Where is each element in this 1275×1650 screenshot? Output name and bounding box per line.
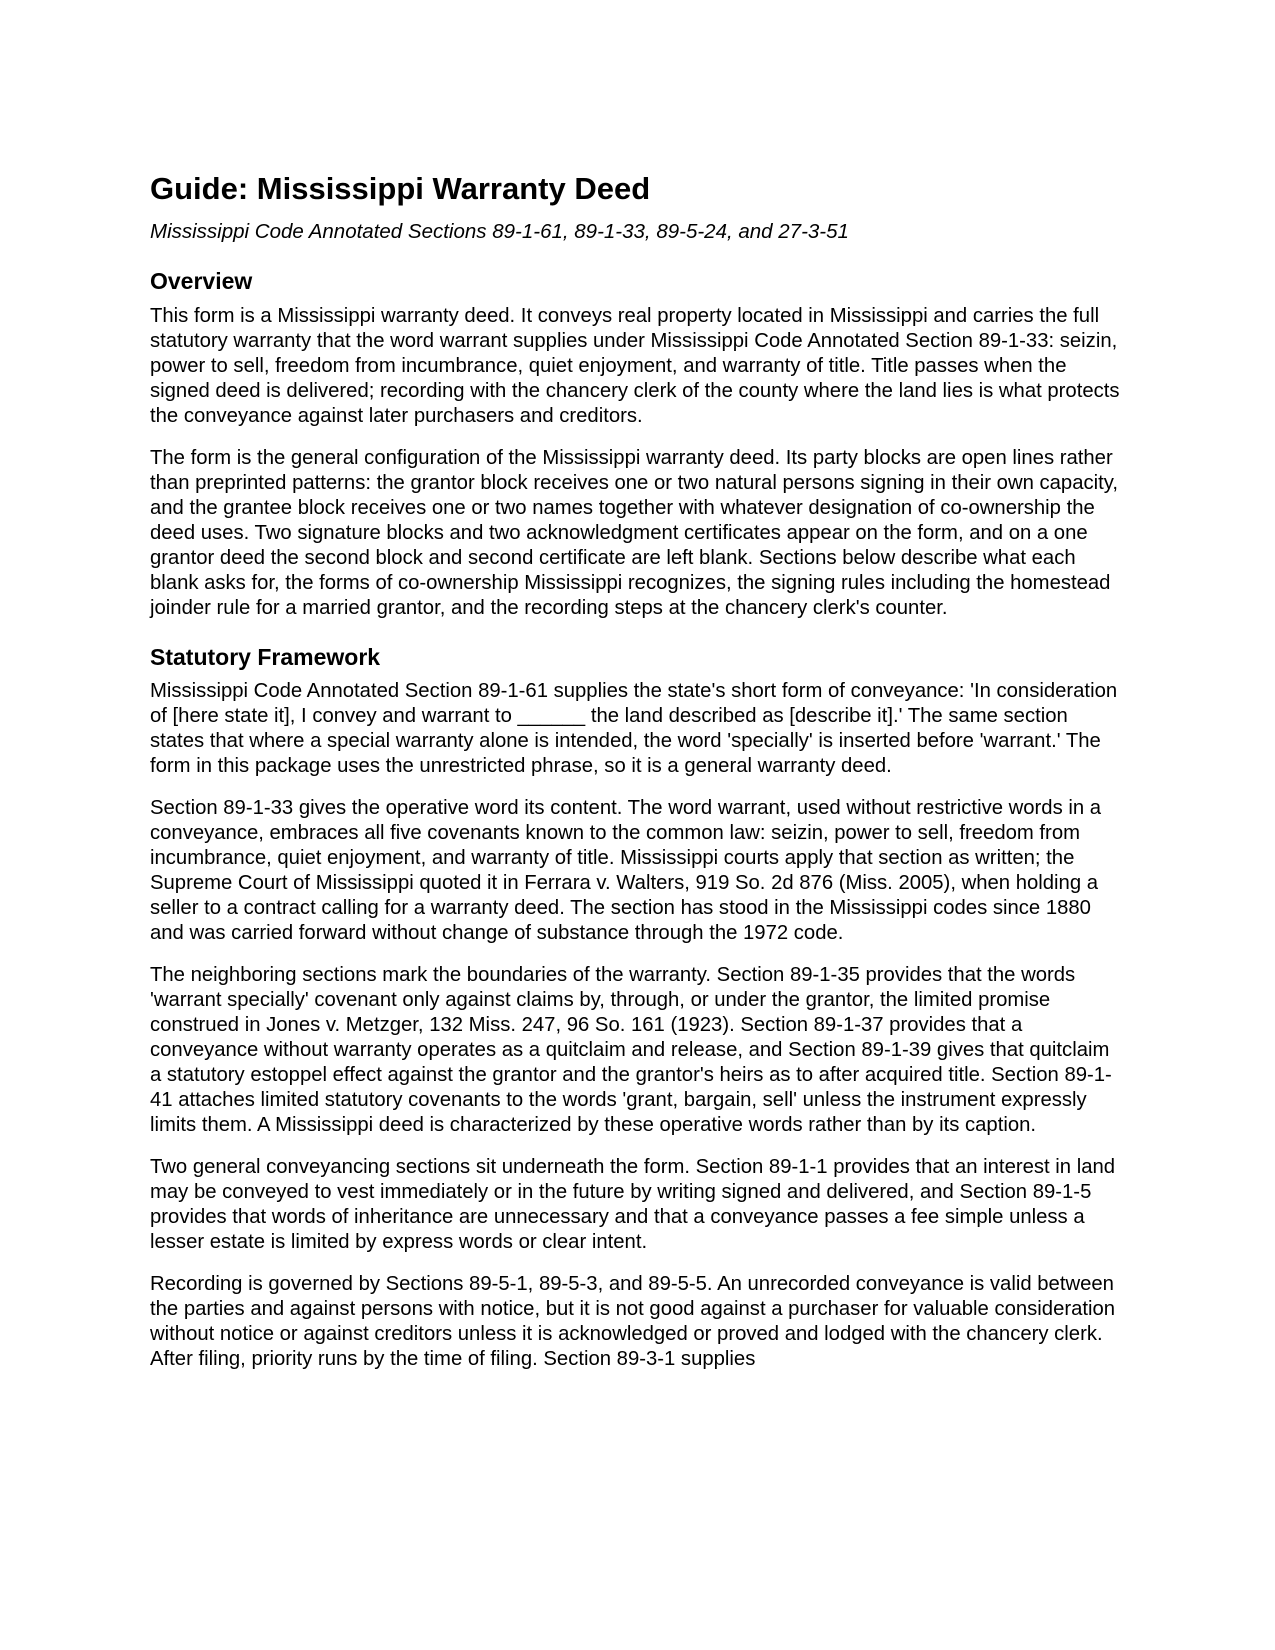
section-heading-statutory-framework: Statutory Framework bbox=[150, 643, 381, 670]
paragraph: Recording is governed by Sections 89-5-1, 89-5-3, and 89-5-5. An unrecorded conveyance is valid between the parties and against persons with notice, but it is not good against a purchaser for valuable consideration without notice or against creditors unless it is acknowledged or proved and lodged with the chancery clerk. After filing, priority runs by the time of filing. Section 89-3-1 supplies bbox=[150, 1273, 1116, 1371]
paragraph: Section 89-1-33 gives the operative word its content. The word warrant, used without restrictive words in a conveyance, embraces all five covenants known to the common law: seizin, power to sell, freedom from incumbrance, quiet enjoyment, and warranty of title. Mississippi courts apply that section as written; the Supreme Court of Mississippi quoted it in Ferrara v. Walters, 919 So. 2d 876 (Miss. 2005), when holding a seller to a contract calling for a warranty deed. The section has stood in the Mississippi codes since 1880 and was carried forward without change of substance through the 1972 code. bbox=[150, 797, 1102, 945]
section-overview bbox=[150, 304, 1125, 621]
section-heading-overview: Overview bbox=[150, 267, 253, 294]
paragraph: Mississippi Code Annotated Section 89-1-61 supplies the state's short form of conveyance: 'In consideration of [here state it], I convey and warrant to ______ the land described as [describe it].' The same section states that where a special warranty alone is intended, the word 'specially' is inserted before 'warrant.' The form in this package uses the unrestricted phrase, so it is a general warranty deed. bbox=[150, 680, 1118, 778]
paragraph: Two general conveyancing sections sit underneath the form. Section 89-1-1 provides that an interest in land may be conveyed to vest immediately or in the future by writing signed and delivered, and Section 89-1-5 provides that words of inheritance are unnecessary and that a conveyance passes a fee simple unless a lesser estate is limited by express words or clear intent. bbox=[150, 1156, 1116, 1254]
document-subtitle: Mississippi Code Annotated Sections 89-1-61, 89-1-33, 89-5-24, and 27-3-51 bbox=[150, 220, 849, 244]
paragraph: This form is a Mississippi warranty deed. It conveys real property located in Mississippi and carries the full statutory warranty that the word warrant supplies under Mississippi Code Annotated Section 89-1-33: seizin, power to sell, freedom from incumbrance, quiet enjoyment, and warranty of title. Title passes when the signed deed is delivered; recording with the chancery clerk of the county where the land lies is what protects the conveyance against later purchasers and creditors. bbox=[150, 304, 1120, 427]
document-title: Guide: Mississippi Warranty Deed bbox=[150, 171, 651, 206]
paragraph: The form is the general configuration of the Mississippi warranty deed. Its party blocks are open lines rather than preprinted patterns: the grantor block receives one or two natural persons signing in their own capacity, and the grantee block receives one or two names together with whatever designation of co-ownership the deed uses. Two signature blocks and two acknowledgment certificates appear on the form, and on a one grantor deed the second block and second certificate are left blank. Sections below describe what each blank asks for, the forms of co-ownership Mississippi recognizes, the signing rules including the homestead joinder rule for a married grantor, and the recording steps at the chancery clerk's counter. bbox=[150, 446, 1119, 619]
document-body bbox=[150, 170, 1125, 1372]
paragraph: The neighboring sections mark the boundaries of the warranty. Section 89-1-35 provides that the words 'warrant specially' covenant only against claims by, through, or under the grantor, the limited promise construed in Jones v. Metzger, 132 Miss. 247, 96 So. 161 (1923). Section 89-1-37 provides that a conveyance without warranty operates as a quitclaim and release, and Section 89-1-39 gives that quitclaim a statutory estoppel effect against the grantor and the grantor's heirs as to after acquired title. Section 89-1-41 attaches limited statutory covenants to the words 'grant, bargain, sell' unless the instrument expressly limits them. A Mississippi deed is characterized by these operative words rather than by its caption. bbox=[150, 964, 1112, 1137]
section-statutory-framework bbox=[150, 679, 1125, 1372]
